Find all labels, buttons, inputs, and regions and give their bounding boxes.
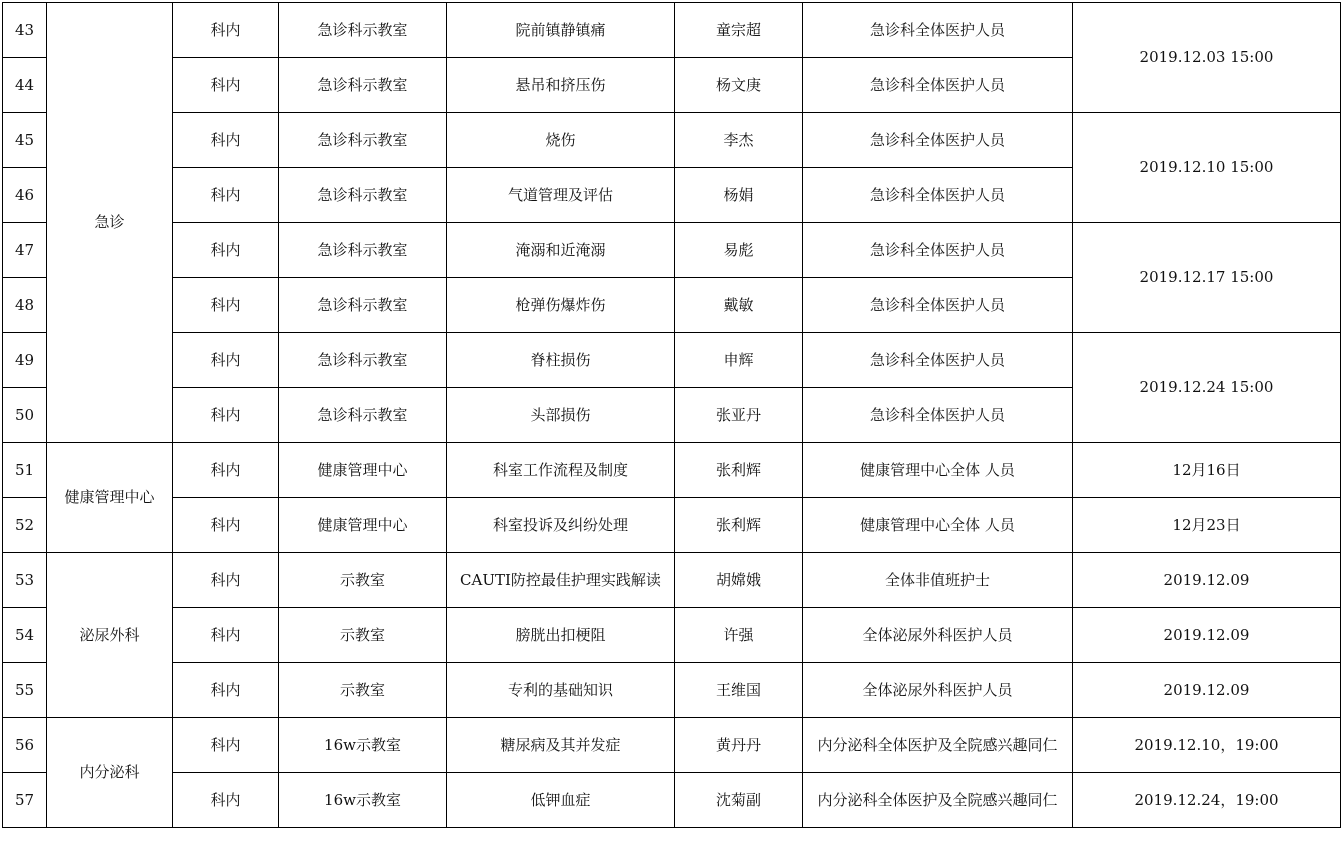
training-type: 科内 (173, 773, 279, 828)
row-number: 54 (3, 608, 47, 663)
audience: 急诊科全体医护人员 (803, 3, 1073, 58)
topic: 低钾血症 (447, 773, 675, 828)
audience: 急诊科全体医护人员 (803, 113, 1073, 168)
table-row (3, 223, 1341, 278)
audience: 内分泌科全体医护及全院感兴趣同仁 (803, 718, 1073, 773)
table-row (3, 443, 1341, 498)
audience: 急诊科全体医护人员 (803, 278, 1073, 333)
training-type: 科内 (173, 223, 279, 278)
lecturer: 张利辉 (675, 443, 803, 498)
training-type: 科内 (173, 663, 279, 718)
row-number: 55 (3, 663, 47, 718)
row-number: 46 (3, 168, 47, 223)
training-schedule-table (2, 2, 1341, 828)
lecturer: 易彪 (675, 223, 803, 278)
location: 急诊科示教室 (279, 388, 447, 443)
audience: 全体非值班护士 (803, 553, 1073, 608)
location: 急诊科示教室 (279, 278, 447, 333)
row-number: 50 (3, 388, 47, 443)
row-number: 56 (3, 718, 47, 773)
table-row (3, 333, 1341, 388)
session-time: 2019.12.09 (1073, 553, 1341, 608)
session-time: 2019.12.10 15:00 (1073, 113, 1341, 223)
training-type: 科内 (173, 498, 279, 553)
topic: 专利的基础知识 (447, 663, 675, 718)
row-number: 43 (3, 3, 47, 58)
location: 16w示教室 (279, 718, 447, 773)
location: 急诊科示教室 (279, 223, 447, 278)
session-time: 12月16日 (1073, 443, 1341, 498)
row-number: 45 (3, 113, 47, 168)
training-type: 科内 (173, 113, 279, 168)
topic: 枪弹伤爆炸伤 (447, 278, 675, 333)
location: 健康管理中心 (279, 443, 447, 498)
training-type: 科内 (173, 608, 279, 663)
location: 健康管理中心 (279, 498, 447, 553)
audience: 急诊科全体医护人员 (803, 388, 1073, 443)
training-type: 科内 (173, 278, 279, 333)
location: 示教室 (279, 553, 447, 608)
audience: 急诊科全体医护人员 (803, 333, 1073, 388)
session-time: 2019.12.10，19:00 (1073, 718, 1341, 773)
row-number: 49 (3, 333, 47, 388)
audience: 全体泌尿外科医护人员 (803, 608, 1073, 663)
table-row (3, 113, 1341, 168)
lecturer: 张利辉 (675, 498, 803, 553)
table-row (3, 3, 1341, 58)
training-type: 科内 (173, 3, 279, 58)
session-time: 2019.12.24 15:00 (1073, 333, 1341, 443)
training-type: 科内 (173, 443, 279, 498)
topic: 膀胱出扣梗阻 (447, 608, 675, 663)
row-number: 51 (3, 443, 47, 498)
row-number: 47 (3, 223, 47, 278)
session-time: 2019.12.17 15:00 (1073, 223, 1341, 333)
training-type: 科内 (173, 333, 279, 388)
audience: 内分泌科全体医护及全院感兴趣同仁 (803, 773, 1073, 828)
audience: 急诊科全体医护人员 (803, 168, 1073, 223)
row-number: 44 (3, 58, 47, 113)
topic: 糖尿病及其并发症 (447, 718, 675, 773)
department-cell: 急诊 (47, 3, 173, 443)
location: 示教室 (279, 663, 447, 718)
row-number: 52 (3, 498, 47, 553)
session-time: 2019.12.03 15:00 (1073, 3, 1341, 113)
department-cell: 健康管理中心 (47, 443, 173, 553)
department-cell: 内分泌科 (47, 718, 173, 828)
department-cell: 泌尿外科 (47, 553, 173, 718)
audience: 全体泌尿外科医护人员 (803, 663, 1073, 718)
lecturer: 黄丹丹 (675, 718, 803, 773)
row-number: 57 (3, 773, 47, 828)
topic: 科室工作流程及制度 (447, 443, 675, 498)
session-time: 12月23日 (1073, 498, 1341, 553)
topic: 悬吊和挤压伤 (447, 58, 675, 113)
topic: 淹溺和近淹溺 (447, 223, 675, 278)
lecturer: 戴敏 (675, 278, 803, 333)
audience: 急诊科全体医护人员 (803, 223, 1073, 278)
training-type: 科内 (173, 553, 279, 608)
location: 急诊科示教室 (279, 3, 447, 58)
row-number: 48 (3, 278, 47, 333)
table-row (3, 718, 1341, 773)
location: 16w示教室 (279, 773, 447, 828)
training-type: 科内 (173, 718, 279, 773)
audience: 健康管理中心全体 人员 (803, 443, 1073, 498)
lecturer: 胡嫦娥 (675, 553, 803, 608)
training-type: 科内 (173, 168, 279, 223)
lecturer: 许强 (675, 608, 803, 663)
training-type: 科内 (173, 58, 279, 113)
location: 急诊科示教室 (279, 58, 447, 113)
row-number: 53 (3, 553, 47, 608)
lecturer: 王维国 (675, 663, 803, 718)
table-row (3, 498, 1341, 553)
topic: 科室投诉及纠纷处理 (447, 498, 675, 553)
table-row (3, 773, 1341, 828)
location: 示教室 (279, 608, 447, 663)
location: 急诊科示教室 (279, 113, 447, 168)
topic: 脊柱损伤 (447, 333, 675, 388)
lecturer: 张亚丹 (675, 388, 803, 443)
lecturer: 杨文庚 (675, 58, 803, 113)
table-row (3, 553, 1341, 608)
session-time: 2019.12.24，19:00 (1073, 773, 1341, 828)
topic: CAUTI防控最佳护理实践解读 (447, 553, 675, 608)
topic: 气道管理及评估 (447, 168, 675, 223)
topic: 院前镇静镇痛 (447, 3, 675, 58)
audience: 健康管理中心全体 人员 (803, 498, 1073, 553)
lecturer: 杨娟 (675, 168, 803, 223)
location: 急诊科示教室 (279, 168, 447, 223)
table-row (3, 608, 1341, 663)
audience: 急诊科全体医护人员 (803, 58, 1073, 113)
location: 急诊科示教室 (279, 333, 447, 388)
lecturer: 沈菊副 (675, 773, 803, 828)
lecturer: 李杰 (675, 113, 803, 168)
session-time: 2019.12.09 (1073, 608, 1341, 663)
table-row (3, 663, 1341, 718)
training-type: 科内 (173, 388, 279, 443)
lecturer: 申辉 (675, 333, 803, 388)
lecturer: 童宗超 (675, 3, 803, 58)
session-time: 2019.12.09 (1073, 663, 1341, 718)
topic: 烧伤 (447, 113, 675, 168)
topic: 头部损伤 (447, 388, 675, 443)
